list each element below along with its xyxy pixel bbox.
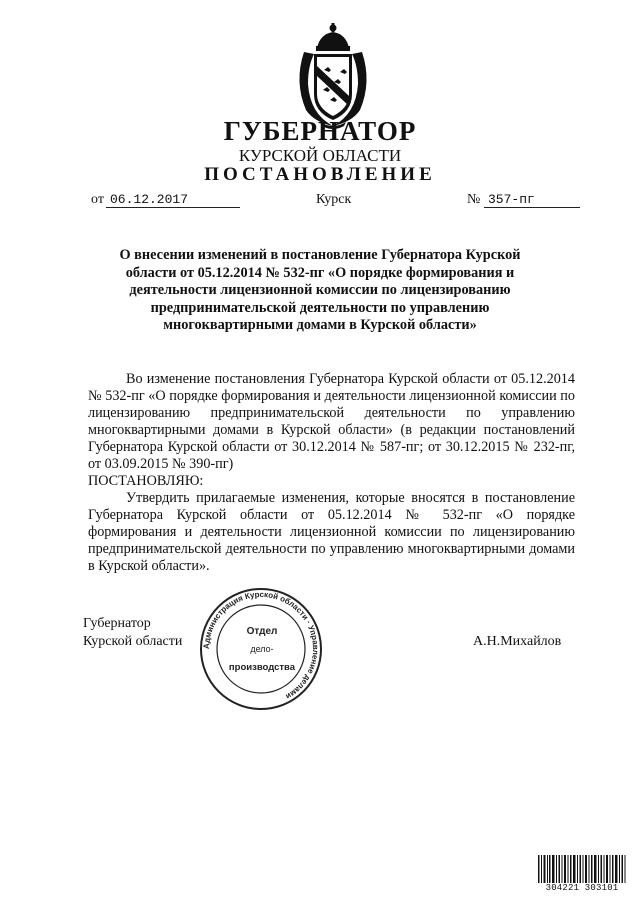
stamp-ring-text: Администрация Курской области · Управление делами [201, 589, 321, 702]
stamp-center-line-1: Отдел [246, 626, 278, 637]
date-prefix: от [91, 192, 104, 207]
signatory-name: А.Н.Михайлов [473, 634, 562, 649]
signatory-position-line-2: Курской области [83, 634, 183, 649]
stamp-center-line-3: производства [228, 662, 296, 673]
document-date: 06.12.2017 [106, 192, 240, 208]
number-prefix: № [467, 192, 481, 207]
body-paragraph-1: Во изменение постановления Губернатора Курской области от 05.12.2014 № 532-пг «О порядке формирования и деятельности лицензионной комиссии по лицензированию предпринимательской деятельности по управлению многоквартирными домами в Курской области» (в редакции постановлений Губернатора Курской области от 30.12.2014 № 587-пг; от 30.12.2015 № 232-пг, от 03.09.2015 № 390-пг) [88, 371, 575, 472]
document-city: Курск [316, 192, 352, 207]
signatory-position-line-1: Губернатор [83, 616, 151, 631]
document-number: 357-пг [484, 192, 580, 208]
decree-word: ПОСТАНОВЛЯЮ: [88, 473, 204, 489]
resolution-heading: О внесении изменений в постановление Губернатора Курской области от 05.12.2014 № 532-пг «О порядке формирования и деятельности лицензионной комиссии по лицензированию предпринимательской деятельности по управлению многоквартирными домами в Курской области» [119, 247, 521, 333]
stamp-center-line-2: дело- [250, 644, 274, 654]
barcode-number: 304221 303101 [537, 883, 627, 893]
resolution-body [88, 371, 575, 575]
signatory-position [83, 615, 182, 651]
document-title-governor: ГУБЕРНАТОР [223, 116, 417, 146]
coat-of-arms-emblem [290, 22, 376, 130]
body-paragraph-2: Утвердить прилагаемые изменения, которые вносятся в постановление Губернатора Курской области от 05.12.2014 № 532-пг «О порядке формирования и деятельности лицензионной комиссии по лицензированию предпринимательской деятельности по управлению многоквартирными домами в Курской области». [88, 490, 575, 574]
office-stamp [196, 584, 326, 714]
document-title-region: КУРСКОЙ ОБЛАСТИ [238, 146, 402, 165]
document-type-resolution: ПОСТАНОВЛЕНИЕ [204, 164, 436, 185]
